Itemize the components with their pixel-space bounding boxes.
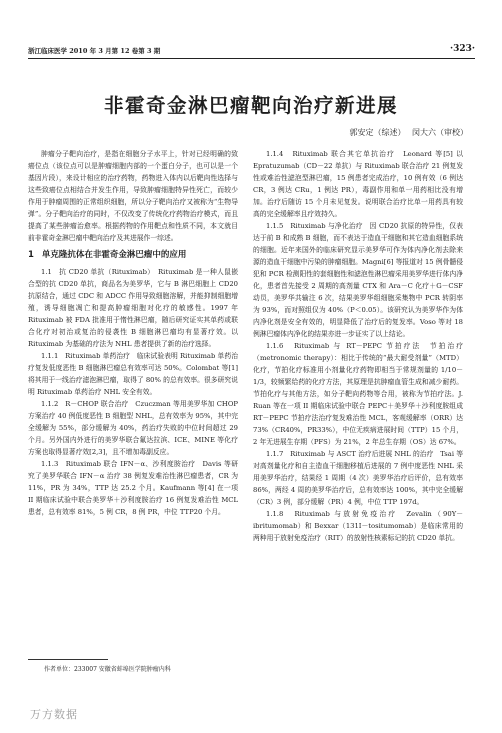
intro-paragraph: 肿瘤分子靶向治疗，是指在细胞分子水平上，针对已经明确的致癌位点（该位点可以是肿瘤细胞内部的一个蛋白分子，也可以是一个基因片段），来设计相应的治疗药物，药物进入体内以后靶向性选择与这些致癌位点相结合并发生作用，导致肿瘤细胞特异性死亡，而较少作用于肿瘤周围的正常组织细胞，所以分子靶向治疗又被称为“生物导弹”。分子靶向治疗的同时，不仅改变了传统化疗药物治疗模式，而且提高了某些肿瘤治愈率。根据药物的作用靶点和性质不同，本文就目前非霍奇金淋巴瘤中靶向治疗及其进展作一综述。 [28, 150, 238, 242]
body-paragraph: 1.1.3 Rituximab 联合 IFN－α、沙利度胺治疗 Davis 等研究了美罗华联合 IFN－α 治疗 38 例复发难治性淋巴瘤患者，CR 为 11%，PR 为 34%，TTP 达 25.2 个月。Kaufmann 等[4] 在一项 II 期临床试验中联合美罗华＋沙利度胺治疗 16 例复发难治性 MCL 患者，总有效率 81%，5 例 CR，8 例 PR，中位 TTP20 个月。 [28, 460, 238, 516]
page-number: ·323· [449, 44, 475, 54]
author-line [0, 127, 468, 138]
section-title: 单克隆抗体在非霍奇金淋巴瘤中的应用 [41, 250, 187, 260]
body-paragraph: 1.1.4 Rituximab 联合其它单抗治疗 Leonard 等[5] 以 Epratuzumab（CD－22 单抗）与 Rituximab 联合治疗 21 例复发性或难治性滤泡型淋巴瘤，15 例患者完成治疗，10 例有效（6 例达 CR，3 例达 CRu，1 例达 PR），毒副作用和单一用药相比没有增加。治疗后随访 15 个月未见复发。说明联合治疗比单一用药具有较高的完全缓解率且疗效持久。 [253, 150, 463, 218]
author-name: 郭安定（综述） [349, 128, 406, 137]
body-paragraph: 1.1.2 R－CHOP 联合治疗 Czuczman 等用美罗华加 CHOP 方案治疗 40 例低度恶性 B 细胞型 NHL，总有效率为 95%，其中完全缓解为 55%，部分缓解为 40%，药治疗失败的中位时间超过 29 个月。另外国内外进行的美罗华联合氟达拉滨、ICE、MINE 等化疗方案也取得显著疗效[2,3]，且不增加毒副反应。 [28, 400, 238, 456]
left-column [28, 148, 238, 518]
author-affiliation: 作者单位：233007 安徽省蚌埠医学院肿瘤内科 [44, 666, 171, 673]
header-rule [28, 58, 475, 59]
section-number: 1 [28, 250, 34, 260]
footnote-rule [28, 659, 108, 660]
watermark-text: 万方数据 [30, 708, 78, 721]
body-paragraph: 1.1.1 Rituximab 单药治疗 临床试验表明 Rituximab 单药治疗复发低度恶性 B 细胞淋巴瘤总有效率可达 50%。Colombat 等[1] 将其用于一线治疗滤泡淋巴瘤，取得了 80% 的总有效率。很多研究说明 Rituximab 单药治疗 NHL 安全有效。 [28, 352, 238, 396]
running-header [28, 42, 475, 58]
section-heading [28, 249, 238, 261]
article-title: 非霍奇金淋巴瘤靶向治疗新进展 [103, 94, 398, 117]
author-name: 闵大六（审校） [412, 128, 468, 137]
body-paragraph: 1.1 抗 CD20 单抗（Rituximab） Rituximab 是一种人鼠嵌合型的抗 CD20 单抗，商品名为美罗华，它与 B 淋巴细胞上 CD20 抗原结合，通过 CDC 和 ADCC 作用导致细胞溶解，并能抑制细胞增殖，诱导细胞凋亡和提高肿瘤细胞对化疗的敏感性。1997 年 Rituximab 被 FDA 批准用于惰性淋巴瘤，随后研究证实其单药或联合化疗对初治或复治的侵袭性 B 细胞淋巴瘤均有显著疗效。以 Rituximab 为基础的疗法为 NHL 患者提供了新的治疗选择。 [28, 268, 238, 348]
body-paragraph: 1.1.5 Rituximab 与净化治疗 因 CD20 抗原的特异性，仅表达于前 B 和成熟 B 细胞，而不表达于造血干细胞和其它造血细胞系统的细胞。近年来国外的临床研究显示美罗华可作为体内净化剂去除来源的造血干细胞中污染的肿瘤细胞。Magni[6] 等报道对 15 例骨髓侵犯和 PCR 检测阳性的套细胞性和滤泡性淋巴瘤采用美罗华进行体内净化，患者首先接受 2 周期的高剂量 CTX 和 Ara－C 化疗＋G－CSF 动员，美罗华共输注 6 次，结果美罗华组细胞采集物中 PCR 转阴率为 93%，而对照组仅为 40%（P＜0.05）。该研究认为美罗华作为体内净化剂是安全有效的，明显降低了治疗后的复发率。Voso 等对 18 例淋巴瘤体内净化的结果亦进一步证实了以上结论。 [253, 222, 463, 338]
body-paragraph: 1.1.6 Rituximab 与 RT－PEPC 节拍疗法 节拍治疗（metronomic therapy）：相比于传统的“最大耐受剂量”（MTD）化疗，节拍化疗标准用小剂量化疗药物即相当于常规剂量的 1/10－1/3，较频繁给药的化疗方法，其原理是抗肿瘤血管生成和减少耐药。节拍化疗与其他方法，如分子靶向药物等合用，被称为节拍疗法。J. Ruan 等在一项 II 期临床试验中联合 PEPC＋美罗华＋沙利度胺组成 RT－PEPC 节拍疗法治疗复发难治性 MCL，客观缓解率（ORR）达 73%（CR40%，PR33%），中位无疾病进展时间（TTP）15 个月，2 年无进展生存期（PFS）为 21%，2 年总生存期（OS）达 67%。 [253, 342, 463, 446]
body-paragraph: 1.1.8 Rituximab 与放射免疫治疗 Zevalin（90Y－ibritumomab）和 Bexxar（131I－tositumomab）是临床常用的两种用于放射免疫治疗（RIT）的放射性核素标记的抗 CD20 单抗。 [253, 510, 463, 542]
body-paragraph: 1.1.7 Rituximab 与 ASCT 治疗后进展 NHL 的治疗 Tsai 等对高剂量化疗和自主造血干细胞移植后进展的 7 例中度恶性 NHL 采用美罗华治疗，结果经 1 周期（4 次）美罗华治疗后评价，总有效率 86%，两经 4 周的美罗华治疗后，总有效率达 100%，其中完全缓解（CR）3 例，部分缓解（PR）4 例，中位 TTP 197d。 [253, 450, 463, 506]
right-column [253, 148, 463, 544]
journal-citation: 浙江临床医学 2010 年 3 月第 12 卷第 3 期 [28, 47, 161, 55]
